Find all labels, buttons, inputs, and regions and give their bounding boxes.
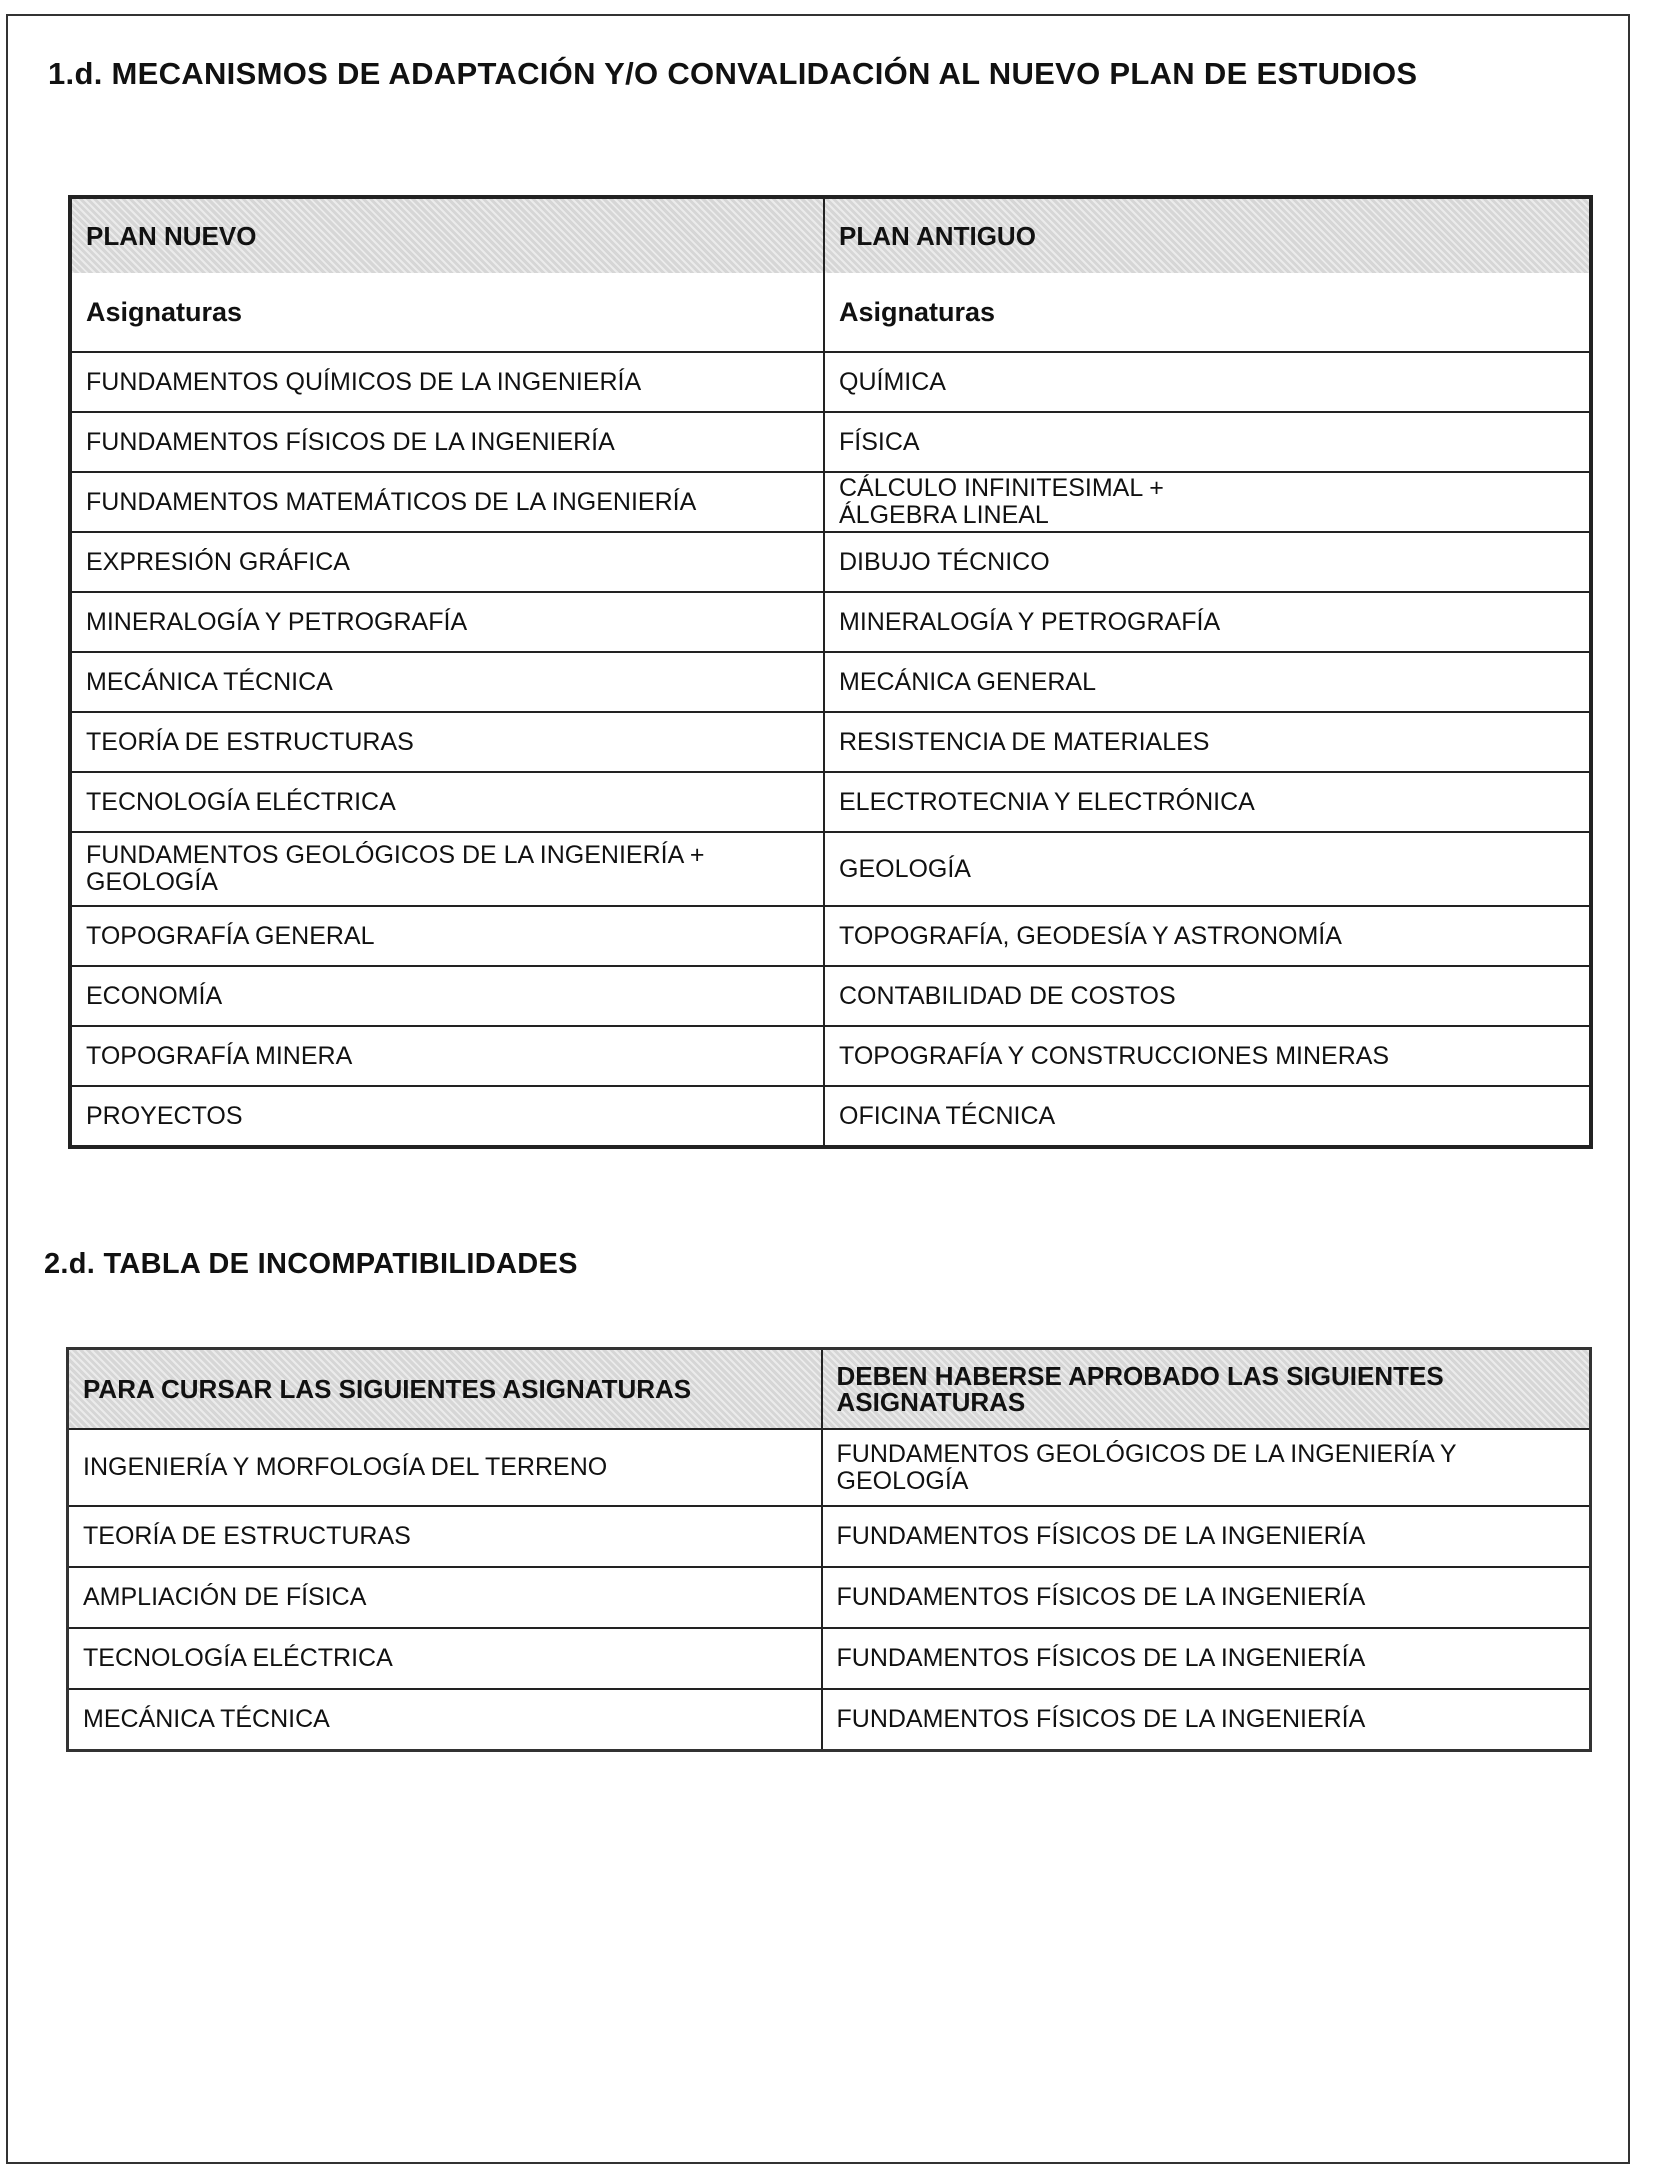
new-subject-cell: PROYECTOS [70, 1086, 824, 1147]
old-plan-subjects-label: Asignaturas [824, 273, 1591, 352]
table-row [70, 352, 1591, 412]
required-header [822, 1349, 1591, 1430]
incompatibility-table [66, 1347, 1592, 1752]
new-subject-cell: MINERALOGÍA Y PETROGRAFÍA [70, 592, 824, 652]
new-subject-cell: MECÁNICA TÉCNICA [70, 652, 824, 712]
new-plan-header: PLAN NUEVO [70, 197, 824, 273]
new-subject-cell: TOPOGRAFÍA GENERAL [70, 906, 824, 966]
table-row [68, 1628, 1591, 1689]
required-line: GEOLOGÍA [836, 1466, 969, 1495]
table-row [70, 906, 1591, 966]
old-subject-cell: OFICINA TÉCNICA [824, 1086, 1591, 1147]
old-subject-cell: RESISTENCIA DE MATERIALES [824, 712, 1591, 772]
required-cell: FUNDAMENTOS FÍSICOS DE LA INGENIERÍA [822, 1506, 1591, 1567]
new-subject-line: GEOLOGÍA [86, 868, 218, 896]
old-subject-cell: CONTABILIDAD DE COSTOS [824, 966, 1591, 1026]
section-2-title: 2.d. TABLA DE INCOMPATIBILIDADES [44, 1248, 578, 1280]
table-row [70, 832, 1591, 906]
old-subject-line: CÁLCULO INFINITESIMAL + [839, 474, 1164, 502]
new-subject-cell: TOPOGRAFÍA MINERA [70, 1026, 824, 1086]
table-row [68, 1429, 1591, 1506]
new-subject-cell: TECNOLOGÍA ELÉCTRICA [70, 772, 824, 832]
old-subject-cell [824, 472, 1591, 532]
course-cell: TEORÍA DE ESTRUCTURAS [68, 1506, 822, 1567]
old-subject-cell: QUÍMICA [824, 352, 1591, 412]
section-1-title: 1.d. MECANISMOS DE ADAPTACIÓN Y/O CONVALIDACIÓN AL NUEVO PLAN DE ESTUDIOS [48, 56, 1418, 91]
table-row [70, 1026, 1591, 1086]
new-plan-subjects-label: Asignaturas [70, 273, 824, 352]
old-subject-cell: GEOLOGÍA [824, 832, 1591, 906]
new-subject-cell: FUNDAMENTOS QUÍMICOS DE LA INGENIERÍA [70, 352, 824, 412]
to-take-header: PARA CURSAR LAS SIGUIENTES ASIGNATURAS [68, 1349, 822, 1430]
course-cell: AMPLIACIÓN DE FÍSICA [68, 1567, 822, 1628]
new-subject-cell: FUNDAMENTOS MATEMÁTICOS DE LA INGENIERÍA [70, 472, 824, 532]
old-subject-cell: DIBUJO TÉCNICO [824, 532, 1591, 592]
table-row [68, 1506, 1591, 1567]
table-row [70, 532, 1591, 592]
course-cell: INGENIERÍA Y MORFOLOGÍA DEL TERRENO [68, 1429, 822, 1506]
old-subject-cell: TOPOGRAFÍA, GEODESÍA Y ASTRONOMÍA [824, 906, 1591, 966]
new-subject-cell: ECONOMÍA [70, 966, 824, 1026]
convalidation-table [68, 195, 1593, 1149]
table-row [70, 712, 1591, 772]
required-cell: FUNDAMENTOS FÍSICOS DE LA INGENIERÍA [822, 1628, 1591, 1689]
required-header-line: ASIGNATURAS [836, 1387, 1026, 1417]
required-header-line: DEBEN HABERSE APROBADO LAS SIGUIENTES [836, 1361, 1444, 1391]
course-cell: MECÁNICA TÉCNICA [68, 1689, 822, 1751]
required-cell: FUNDAMENTOS FÍSICOS DE LA INGENIERÍA [822, 1567, 1591, 1628]
new-subject-cell: EXPRESIÓN GRÁFICA [70, 532, 824, 592]
required-line: FUNDAMENTOS GEOLÓGICOS DE LA INGENIERÍA Y [836, 1439, 1457, 1468]
course-cell: TECNOLOGÍA ELÉCTRICA [68, 1628, 822, 1689]
old-subject-line: ÁLGEBRA LINEAL [839, 501, 1049, 529]
required-cell: FUNDAMENTOS FÍSICOS DE LA INGENIERÍA [822, 1689, 1591, 1751]
new-subject-cell: TEORÍA DE ESTRUCTURAS [70, 712, 824, 772]
table-row [70, 966, 1591, 1026]
table-row [68, 1567, 1591, 1628]
old-subject-cell: FÍSICA [824, 412, 1591, 472]
new-subject-line: FUNDAMENTOS GEOLÓGICOS DE LA INGENIERÍA + [86, 841, 705, 869]
table-row [70, 772, 1591, 832]
table-row [70, 1086, 1591, 1147]
table-row [70, 592, 1591, 652]
table-row [70, 652, 1591, 712]
table-row [70, 412, 1591, 472]
old-subject-cell: MECÁNICA GENERAL [824, 652, 1591, 712]
old-subject-cell: MINERALOGÍA Y PETROGRAFÍA [824, 592, 1591, 652]
old-subject-cell: TOPOGRAFÍA Y CONSTRUCCIONES MINERAS [824, 1026, 1591, 1086]
required-cell [822, 1429, 1591, 1506]
old-subject-cell: ELECTROTECNIA Y ELECTRÓNICA [824, 772, 1591, 832]
table-row [68, 1689, 1591, 1751]
old-plan-header: PLAN ANTIGUO [824, 197, 1591, 273]
new-subject-cell [70, 832, 824, 906]
new-subject-cell: FUNDAMENTOS FÍSICOS DE LA INGENIERÍA [70, 412, 824, 472]
table-row [70, 472, 1591, 532]
